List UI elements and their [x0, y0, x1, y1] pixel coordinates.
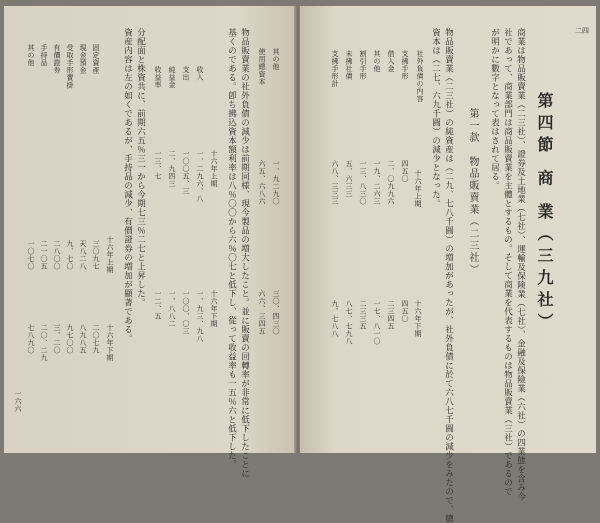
left-table-row-value-2: 一二、五: [154, 290, 162, 320]
left-page: [4, 6, 296, 453]
left-footer-value: 一六六: [14, 390, 22, 413]
top-row-value-2: 三〇、四三〇: [272, 290, 280, 335]
left-table2-row-label: 其の他: [27, 44, 35, 67]
table-header-1: 十六年上期: [414, 170, 422, 208]
top-row-label: 其の他: [272, 48, 280, 71]
table-row-value-2: 二三三五: [359, 300, 367, 330]
left-table2-row-value-1: 三〇九七: [92, 240, 100, 270]
table-row-value-2: 二三四五: [387, 300, 395, 330]
table-row-label: 借入金: [387, 50, 395, 73]
left-table2-row-value-2: 八九八五: [79, 324, 87, 354]
left-table2-row-value-2: 九七〇〇: [66, 324, 74, 354]
left-table2-row-value-1: 一〇七〇: [27, 240, 35, 270]
table-row-value-1: 二、〇九九六: [387, 160, 395, 205]
body-line-2: 資本は（二七、六九千圓）の減少となった。: [430, 28, 441, 208]
left-table2-row-label: 有價證券: [53, 44, 61, 74]
table-row-value-1: 四五〇: [401, 160, 409, 183]
left-table-row-label: 收益率: [154, 66, 162, 89]
left-table2-row-label: 固定資產: [92, 44, 100, 74]
left-table-row-value-1: 二、九四三: [168, 150, 176, 188]
left-table-row-value-1: 一〇〇五、三: [182, 150, 190, 195]
left-table2-row-label: 受取手形賣掛: [66, 44, 74, 89]
table-row-label: 其の他: [373, 50, 381, 73]
capital-row-label: 使用總資本: [258, 48, 266, 86]
intro-line-2: 社であって、商業部門は商品販賣業を主體とするもの。そして商業を代表するものは物品販賣業（三社）であるので: [502, 28, 513, 496]
left-body-line-2: 基くのである。卽ち拂込資本額利率は八％〇〇から六％〇七と低下し、從って收益率も一五％六と低下した。: [226, 28, 237, 469]
table-row-label: 未拂社債: [345, 50, 353, 80]
top-row-value-1: 一、九二九〇: [272, 160, 280, 205]
left-table2-row-label: 手持品: [40, 44, 48, 67]
section-title: 第四節 商 業（三九社）: [535, 92, 554, 336]
table-row-label: 支拂手形: [401, 50, 409, 80]
left-closing-line-2: 資産内容は左の如くであるが、手持品の減少、有價證券の増加が顯著である。: [122, 28, 133, 343]
left-table2-row-value-2: 七八九〇: [27, 324, 35, 354]
left-table2-row-value-2: 二〇、二九: [40, 324, 48, 362]
intro-line-3: が明かに數字となって表はされて居る。: [489, 28, 500, 190]
left-table2-row-value-2: 三、二〇: [53, 324, 61, 354]
table-row-value-1: 五、六三三: [345, 160, 353, 198]
table-row-label: 割引手形: [359, 50, 367, 80]
left-table-header-2: 十六年下期: [210, 290, 218, 328]
left-table-header-1: 十六年上期: [210, 150, 218, 188]
left-table-row-value-1: 一三、七: [154, 150, 162, 180]
left-table2-row-value-1: 二八〇〇: [53, 240, 61, 270]
left-table-row-value-2: 一〇〇、〇三: [182, 290, 190, 335]
left-body-line-1: 物品販賣業の社外負債の減少は前期同様、現今製品の増大したこと。並に販賣の回轉率が非常に低下したことに: [239, 28, 250, 478]
subsection-title: 第一款 物品販賣業（二三社）: [467, 108, 478, 276]
left-table-row-value-2: 一、八八二: [168, 290, 176, 328]
intro-line-1: 商業は物品販賣業（二三社）、證券及土地業（七社）、運輸及保険業（七社）、金融及保險業（六社）の四業態を含み今: [515, 28, 526, 502]
left-table2-row-value-1: 九、七〇: [66, 240, 74, 270]
table-row-value-2: 九、七八八: [331, 300, 339, 338]
table-row-value-2: 八七、七九八: [345, 300, 353, 345]
table-header-2: 十六年下期: [414, 300, 422, 338]
page-number: 二四: [575, 27, 589, 35]
left-table2-header-2: 十六年下期: [106, 324, 114, 362]
left-table2-row-label: 現金預金: [79, 44, 87, 74]
left-table2-row-value-2: 二〇七九: [92, 324, 100, 354]
capital-row-value-2: 六六、三四五: [258, 290, 266, 335]
left-table2-row-value-1: 二一〇五: [40, 240, 48, 270]
body-line-1: 物品販賣業（二三社）の純資産は（二九、七八千圓）の増加があったが、社外負債に於て六八七千圓の減少をみたので、總: [443, 28, 454, 523]
left-table-row-value-1: 一、二九六、八: [196, 150, 204, 203]
table-row-value-1: 一九、二六三: [373, 160, 381, 205]
left-table-row-label: 支出: [182, 66, 190, 81]
capital-row-value-1: 六五、六八六: [258, 160, 266, 205]
left-closing-line-1: 分配面と株資共に、前期六五％三一から今期七三％二七と上昇した。: [135, 28, 146, 307]
left-table-row-value-2: 一、九三、九八: [196, 290, 204, 343]
table-row-value-1: 六八、三三三: [331, 160, 339, 205]
table-row-value-2: 四五〇: [401, 300, 409, 323]
table-caption: 社外負債の内容: [416, 50, 424, 103]
table-row-value-2: 一七、八一〇: [373, 300, 381, 345]
table-row-value-1: 一三、八三〇: [359, 160, 367, 205]
left-table2-row-value-1: 天八二八: [79, 240, 87, 270]
table-row-label: 支拂手形計: [331, 50, 339, 88]
left-table2-header-1: 十六年上期: [106, 236, 114, 274]
left-table-row-label: 純益金: [168, 66, 176, 89]
left-table-row-label: 收入: [196, 66, 204, 81]
